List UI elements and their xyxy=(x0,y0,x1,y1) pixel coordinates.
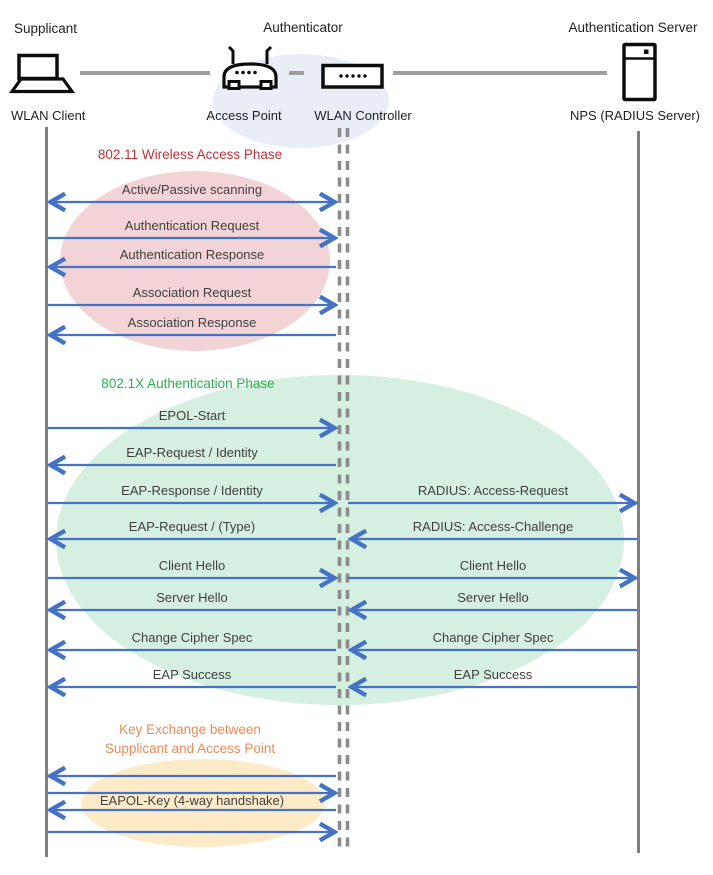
msg-label-eap-response-identity: EAP-Response / Identity xyxy=(121,483,263,498)
access-point-icon xyxy=(224,47,276,89)
msg-label-association-request: Association Request xyxy=(132,285,252,300)
msg-label-server-hello-right: Server Hello xyxy=(457,590,529,605)
phase1-title: 802.11 Wireless Access Phase xyxy=(97,147,283,162)
phase3-title-line1: Key Exchange between xyxy=(119,722,261,737)
msg-label-server-hello-left: Server Hello xyxy=(156,590,228,605)
node-label-wlan-client: WLAN Client xyxy=(11,108,86,123)
msg-label-radius-access-challenge: RADIUS: Access-Challenge xyxy=(412,519,574,534)
msg-label-change-cipher-spec-left: Change Cipher Spec xyxy=(131,630,253,645)
msg-label-client-hello-right: Client Hello xyxy=(459,558,527,573)
node-label-access-point: Access Point xyxy=(206,108,282,123)
msg-label-eapol-key: EAPOL-Key (4-way handshake) xyxy=(99,793,285,808)
msg-label-authentication-response: Authentication Response xyxy=(119,247,265,262)
node-label-wlan-controller: WLAN Controller xyxy=(314,108,412,123)
msg-label-eap-request-identity: EAP-Request / Identity xyxy=(126,445,258,460)
node-label-nps-radius-server: NPS (RADIUS Server) xyxy=(569,108,701,123)
role-label-authenticator: Authenticator xyxy=(263,20,343,35)
server-icon xyxy=(624,45,655,100)
role-label-supplicant: Supplicant xyxy=(14,21,78,36)
msg-label-eap-success-left: EAP Success xyxy=(152,667,232,682)
role-label-authentication-server: Authentication Server xyxy=(568,20,698,35)
msg-label-active-passive-scanning: Active/Passive scanning xyxy=(121,182,263,197)
laptop-icon xyxy=(12,56,72,92)
msg-label-association-response: Association Response xyxy=(127,315,257,330)
msg-label-radius-access-request: RADIUS: Access-Request xyxy=(417,483,569,498)
phase2-title: 802.1X Authentication Phase xyxy=(101,376,275,391)
wlan-controller-icon xyxy=(323,66,382,88)
msg-label-eap-request-type: EAP-Request / (Type) xyxy=(128,519,256,534)
msg-label-client-hello-left: Client Hello xyxy=(158,558,226,573)
msg-label-eap-success-right: EAP Success xyxy=(453,667,533,682)
msg-label-change-cipher-spec-right: Change Cipher Spec xyxy=(432,630,554,645)
msg-label-epol-start: EPOL-Start xyxy=(158,408,226,423)
phase3-title-line2: Supplicant and Access Point xyxy=(104,741,276,756)
msg-label-authentication-request: Authentication Request xyxy=(124,218,260,233)
